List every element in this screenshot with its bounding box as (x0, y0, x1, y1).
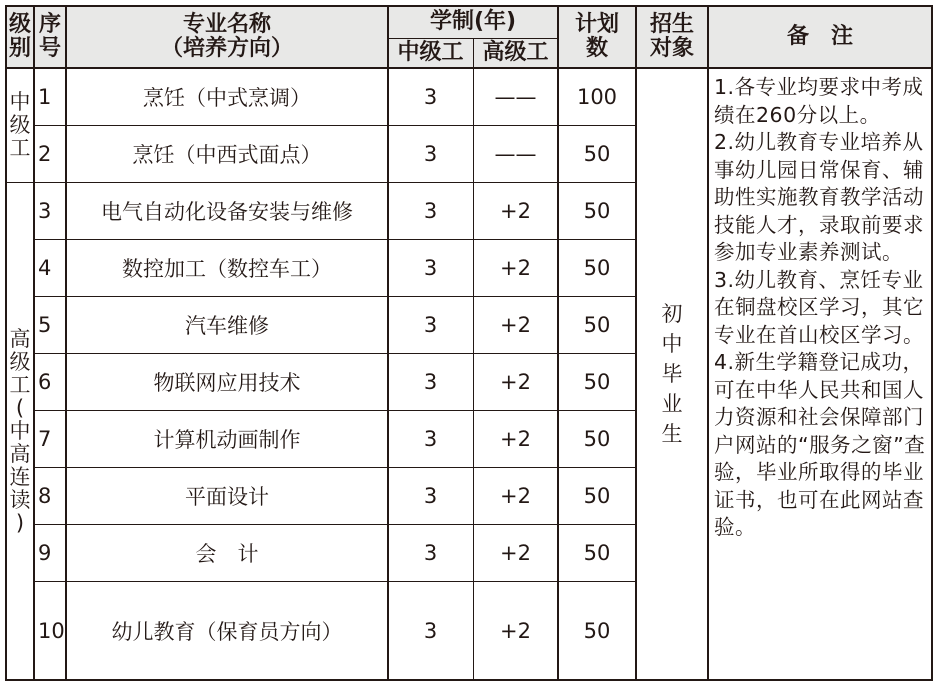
cell-plan: 50 (583, 198, 611, 223)
cell-plan: 50 (583, 312, 611, 337)
level-high-char: 读 (9, 487, 31, 512)
header-major (66, 6, 388, 68)
header-high-text: 高级工 (482, 40, 549, 65)
cell-major: 平面设计 (185, 484, 269, 509)
header-major-line1: 专业名称 (182, 12, 271, 37)
cell-major: 数控加工（数控车工） (122, 256, 332, 281)
level-mid-char: 中 (9, 89, 31, 114)
cell-plan: 100 (576, 84, 618, 109)
note-2: 2.幼儿教育专业培养从事幼儿园日常保育、辅助性实施教育教学活动技能人才，录取前要求参加专业素养测试。 (714, 130, 924, 264)
header-mid-text: 中级工 (397, 40, 464, 65)
cell-major: 电气自动化设备安装与维修 (101, 199, 353, 224)
cell-major: 计算机动画制作 (153, 427, 301, 452)
cell-mid: 3 (423, 369, 438, 394)
cell-major: 物联网应用技术 (153, 370, 301, 395)
header-plan-line2: 数 (585, 36, 608, 61)
header-mid-level (388, 38, 473, 68)
level-high-char: 高 (9, 441, 31, 466)
level-high-char: ) (15, 510, 25, 535)
remarks-notes (714, 74, 926, 542)
column-divider (33, 6, 35, 680)
header-major-line2: （培养方向） (160, 36, 293, 61)
column-divider (473, 38, 475, 680)
header-seq-text: 序号 (38, 12, 61, 61)
cell-high: —— (494, 141, 537, 166)
border-top (5, 5, 933, 7)
level-mid (6, 68, 34, 182)
level-mid-char: 工 (9, 135, 31, 160)
cell-major: 会 计 (195, 541, 259, 566)
cell-high: +2 (500, 255, 531, 280)
cell-mid: 3 (423, 141, 438, 166)
row-divider (34, 296, 636, 298)
cell-mid: 3 (423, 426, 438, 451)
subheader-divider (388, 38, 558, 40)
note-4: 4.新生学籍登记成功，可在中华人民共和国人力资源和社会保障部门户网站的“服务之窗”查验，毕业所取得的毕业证书，也可在此网站查验。 (714, 350, 926, 539)
cell-seq: 9 (38, 540, 52, 565)
cell-high: +2 (500, 483, 531, 508)
cell-plan: 50 (583, 483, 611, 508)
cell-seq: 1 (38, 84, 52, 109)
cell-mid: 3 (423, 84, 438, 109)
cell-mid: 3 (423, 198, 438, 223)
level-high-char: 高 (9, 326, 31, 351)
cell-major: 幼儿教育（保育员方向） (111, 619, 343, 644)
border-bottom (5, 679, 933, 681)
row-divider (34, 353, 636, 355)
header-plan (558, 6, 636, 68)
cell-major: 烹饪（中式烹调） (143, 85, 311, 110)
cell-high: +2 (500, 426, 531, 451)
cell-plan: 50 (583, 426, 611, 451)
cell-seq: 10 (38, 618, 65, 643)
cell-seq: 3 (38, 198, 52, 223)
header-target (636, 6, 708, 68)
cell-major: 烹饪（中西式面点） (132, 142, 322, 167)
note-1: 1.各专业均要求中考成绩在260分以上。 (714, 75, 924, 127)
level-high-char: 工 (9, 372, 31, 397)
header-target-line2: 对象 (649, 36, 694, 61)
header-divider (6, 67, 932, 69)
target-char: 中 (661, 332, 683, 356)
level-mid-char: 级 (9, 112, 31, 137)
header-level (6, 6, 34, 68)
target-char: 毕 (661, 362, 683, 386)
cell-mid: 3 (423, 312, 438, 337)
header-level-text: 级别 (8, 12, 31, 61)
cell-mid: 3 (423, 483, 438, 508)
cell-plan: 50 (583, 618, 611, 643)
cell-mid: 3 (423, 618, 438, 643)
column-divider (387, 6, 389, 680)
target-char: 业 (661, 392, 683, 416)
header-remarks (708, 6, 932, 68)
cell-high: +2 (500, 312, 531, 337)
cell-seq: 8 (38, 483, 52, 508)
level-high-char: 中 (9, 418, 31, 443)
cell-mid: 3 (423, 255, 438, 280)
column-divider (65, 6, 67, 680)
column-divider (557, 6, 559, 680)
cell-seq: 5 (38, 312, 52, 337)
level-high-char: ( (15, 395, 25, 420)
cell-plan: 50 (583, 369, 611, 394)
row-divider (34, 125, 636, 127)
header-remarks-text: 备 注 (786, 24, 853, 49)
row-divider (34, 410, 636, 412)
border-left (5, 5, 7, 681)
header-duration (388, 6, 558, 38)
level-high (6, 182, 34, 680)
level-high-char: 连 (9, 464, 31, 489)
header-target-line1: 招生 (649, 12, 694, 37)
cell-seq: 2 (38, 141, 52, 166)
cell-high: +2 (500, 198, 531, 223)
cell-mid: 3 (423, 540, 438, 565)
cell-high: +2 (500, 540, 531, 565)
note-3: 3.幼儿教育、烹饪专业在铜盘校区学习，其它专业在首山校区学习。 (714, 267, 924, 347)
row-divider (34, 239, 636, 241)
target-char: 初 (661, 302, 683, 326)
row-divider (34, 524, 636, 526)
cell-high: +2 (500, 618, 531, 643)
header-high-level (473, 38, 558, 68)
target-group (636, 68, 708, 680)
row-divider (34, 581, 636, 583)
header-seq (34, 6, 66, 68)
cell-plan: 50 (583, 141, 611, 166)
cell-high: +2 (500, 369, 531, 394)
row-divider (6, 182, 636, 184)
target-char: 生 (661, 422, 683, 446)
cell-seq: 6 (38, 369, 52, 394)
cell-plan: 50 (583, 255, 611, 280)
column-divider (635, 6, 637, 680)
header-plan-line1: 计划 (574, 12, 619, 37)
cell-major: 汽车维修 (185, 313, 269, 338)
row-divider (34, 467, 636, 469)
header-duration-text: 学制(年) (429, 9, 517, 34)
cell-high: —— (494, 84, 537, 109)
cell-seq: 7 (38, 426, 52, 451)
border-right (931, 5, 933, 681)
cell-seq: 4 (38, 255, 52, 280)
column-divider (707, 6, 709, 680)
cell-plan: 50 (583, 540, 611, 565)
level-high-char: 级 (9, 349, 31, 374)
